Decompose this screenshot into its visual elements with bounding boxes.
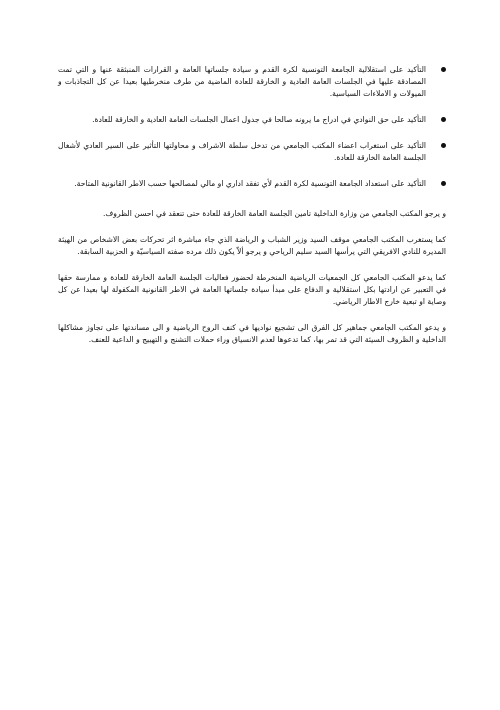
bullet-item: [58, 114, 446, 126]
bullet-icon: [441, 181, 446, 186]
document-body: [58, 64, 446, 360]
paragraph: و يدعو المكتب الجامعي جماهير كل الفرق الى تشجيع نواديها في كنف الروح الرياضية و الى مساندتها على تجاوز مشاكلها الداخلية و الظروف السيئة التي قد تمر بها، كما تدعوها لعدم الانسياق وراء حملات التشنج و التهييج و الداعية للعنف.: [58, 323, 446, 344]
paragraph: و يرجو المكتب الجامعي من وزارة الداخلية تامين الجلسة العامة الخارقة للعادة حتى تنعقد في احسن الظروف.: [103, 209, 446, 218]
bullet-icon: [441, 117, 446, 122]
paragraph: كما يستغرب المكتب الجامعي موقف السيد وزير الشباب و الرياضة الذي جاء مباشرة اثر تحركات بعض الاشخاص من الهيئة المديرة للنادي الافريقي التي يرأسها السيد سليم الرياحي و يرجو ألاّ يكون ذلك مرده صفته السياسيّة و الحزبية السابقة.: [58, 235, 446, 256]
bullet-icon: [441, 143, 446, 148]
bullet-text: التأكيد على استقلالية الجامعة التونسية لكرة القدم و سيادة جلساتها العامة و القرارات المنبثقة عنها و التي تمت المصادقة عليها في الجلسات العامة العادية و الخارقة للعادة الماضية من طرف منخرطيها بعيدا عن كل التجاذبات و الميولات و الاملاءات السياسية.: [58, 65, 426, 98]
bullet-list: [58, 64, 446, 190]
bullet-item: [58, 178, 446, 190]
bullet-icon: [441, 67, 446, 72]
bullet-item: [58, 64, 446, 100]
bullet-text: التأكيد على حق النوادي في ادراج ما يرونه صالحا في جدول اعمال الجلسات العامة العادية و الخارقة للعادة.: [92, 115, 426, 124]
bullet-text: التأكيد على استعداد الجامعة التونسية لكرة القدم لأي تفقد اداري او مالي لمصالحها حسب الاطر القانونية المتاحة.: [74, 179, 426, 188]
bullet-text: التأكيد على استغراب اعضاء المكتب الجامعي من تدخل سلطة الاشراف و محاولتها التأثير على السير العادي لأشغال الجلسة العامة الخارقة للعادة.: [58, 141, 426, 162]
bullet-item: [58, 140, 446, 164]
paragraph: كما يدعو المكتب الجامعي كل الجمعيات الرياضية المنخرطة لحضور فعاليات الجلسة العامة الخارقة للعادة و ممارسة حقها في التعبير عن ارادتها بكل استقلالية و الدفاع على مبدأ سيادة جلساتها العامة في الاطر القانونية المكفولة لها بعيدا عن كل وصاية او تبعية خارج الاطار الرياضي.: [58, 273, 446, 306]
